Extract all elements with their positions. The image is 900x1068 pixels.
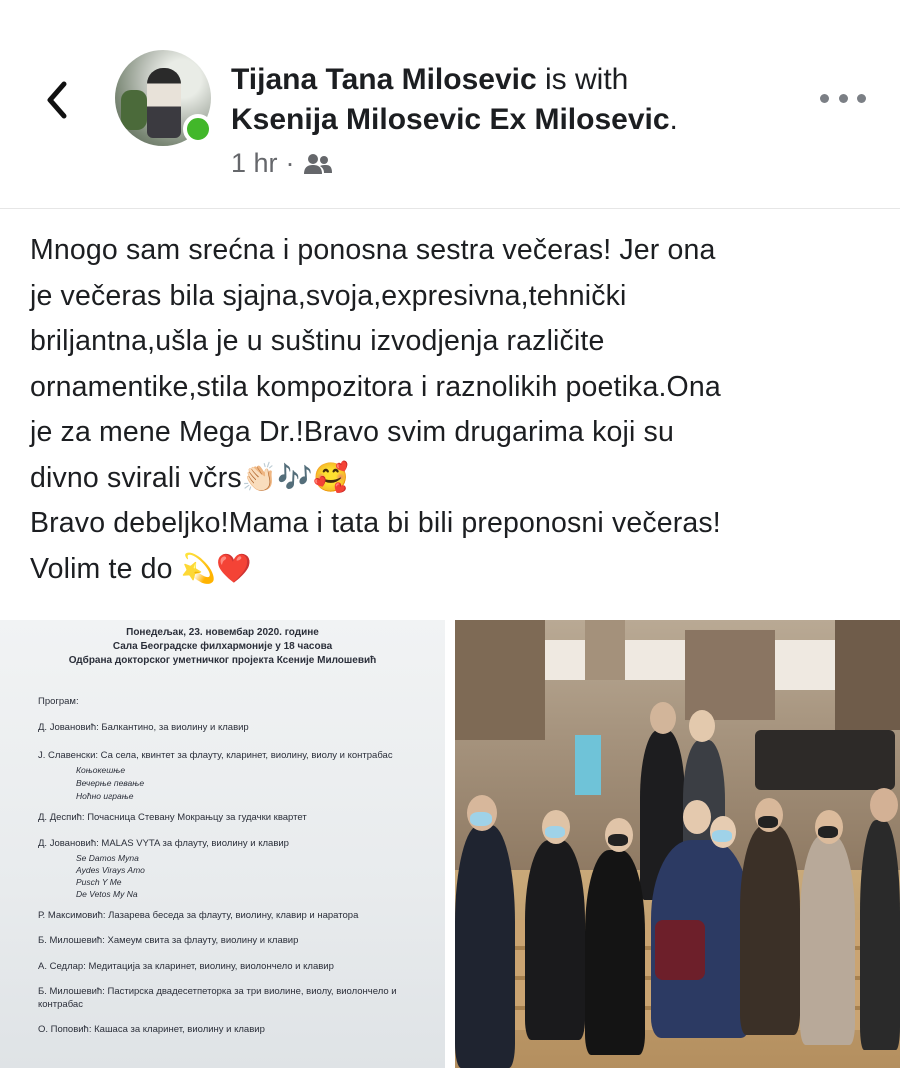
- person: [455, 825, 515, 1068]
- program-line: Д. Јовановић: MALAS VYTA за флауту, виолину и клавир: [38, 838, 289, 849]
- program-photo[interactable]: [0, 620, 445, 1068]
- face-mask: [758, 816, 778, 828]
- friends-icon[interactable]: [303, 153, 333, 175]
- group-photo[interactable]: [455, 620, 900, 1068]
- face-mask: [608, 834, 628, 846]
- program-heading-line: Понедељак, 23. новембар 2020. године: [126, 627, 319, 638]
- post-time[interactable]: 1 hr: [231, 148, 278, 178]
- author-name-link[interactable]: Tijana Tana Milosevic: [231, 63, 537, 96]
- person-head: [870, 788, 898, 822]
- person: [525, 840, 585, 1040]
- program-subline: De Vetos My Na: [76, 889, 138, 899]
- post-meta: [231, 148, 333, 179]
- chevron-left-icon: [44, 80, 70, 120]
- program-heading-line: Сала Београдске филхармоније у 18 часова: [112, 641, 333, 652]
- wall-panel: [835, 620, 900, 730]
- person-head: [650, 702, 676, 734]
- more-dot: [857, 94, 866, 103]
- person-head: [683, 800, 711, 834]
- person: [740, 825, 800, 1035]
- wall-panel: [545, 640, 585, 680]
- program-subline: Вечерње певање: [76, 778, 145, 788]
- wall-panel: [775, 640, 835, 690]
- program-subline: Pusch Y Me: [76, 877, 122, 887]
- handbag: [655, 920, 705, 980]
- program-heading: [0, 626, 445, 668]
- program-subline: Коњокешње: [76, 765, 126, 775]
- post-header: [0, 0, 900, 195]
- program-line: Ј. Славенски: Са села, квинтет за флауту, кларинет, виолину, виолу и контрабас: [38, 750, 393, 761]
- program-heading-line: Одбрана докторског уметничког пројекта Ксеније Милошевић: [68, 655, 377, 666]
- wall-panel: [585, 620, 625, 680]
- program-line: контрабас: [38, 999, 83, 1010]
- program-subline: Aydes Virays Amo: [76, 865, 145, 875]
- wall-panel: [625, 640, 685, 680]
- more-options-button[interactable]: [820, 86, 866, 110]
- face-mask: [818, 826, 838, 838]
- person: [800, 835, 855, 1045]
- exit-door: [575, 735, 601, 795]
- more-dot: [820, 94, 829, 103]
- wall-panel: [685, 630, 775, 720]
- person: [860, 820, 900, 1050]
- post-body-text: Mnogo sam srećna i ponosna sestra večeras! Jer ona je večeras bila sjajna,svoja,expresivna,tehnički briljantna,ušla je u suštinu izvodjenja različite ornamentike,stila kompozitora i raznolikih poetika.Ona je za mene Mega Dr.!Bravo svim drugarima koji su divno svirali včrs👏🏻🎶🥰 Bravo debeljko!Mama i tata bi bili preponosni večeras! Volim te do 💫❤️: [30, 234, 721, 585]
- wall-panel: [455, 620, 545, 740]
- meta-separator: ·: [285, 148, 295, 178]
- program-line: Д. Јовановић: Балкантино, за виолину и клавир: [38, 722, 249, 733]
- program-line: А. Седлар: Медитација за кларинет, виолину, виолончело и клавир: [38, 961, 334, 972]
- post-title: [231, 60, 678, 140]
- program-label: Програм:: [38, 696, 79, 707]
- tagged-name-link[interactable]: Ksenija Milosevic Ex Milosevic: [231, 103, 670, 136]
- program-line: Д. Деспић: Почасница Стевану Мокрањцу за гудачки квартет: [38, 812, 307, 823]
- face-mask: [712, 830, 732, 842]
- program-line: Р. Максимовић: Лазарева беседа за флауту, виолину, клавир и наратора: [38, 910, 359, 921]
- avatar[interactable]: [115, 50, 211, 146]
- program-line: Б. Милошевић: Пастирска двадесетпеторка за три виолине, виолу, виолончело и: [38, 986, 397, 997]
- title-period: .: [669, 103, 678, 136]
- program-subline: Ноћно играње: [76, 791, 134, 801]
- with-text: is with: [536, 63, 629, 96]
- back-button[interactable]: [34, 72, 80, 128]
- online-status-dot: [183, 114, 213, 144]
- person: [585, 850, 645, 1055]
- person-head: [689, 710, 715, 742]
- program-line: Б. Милошевић: Хамеум свита за флауту, виолину и клавир: [38, 935, 299, 946]
- face-mask: [470, 812, 492, 826]
- face-mask: [545, 826, 565, 838]
- header-divider: [0, 208, 900, 209]
- program-subline: Se Damos Myna: [76, 853, 139, 863]
- program-line: О. Поповић: Кашаса за кларинет, виолину и клавир: [38, 1024, 265, 1035]
- more-dot: [839, 94, 848, 103]
- piano: [755, 730, 895, 790]
